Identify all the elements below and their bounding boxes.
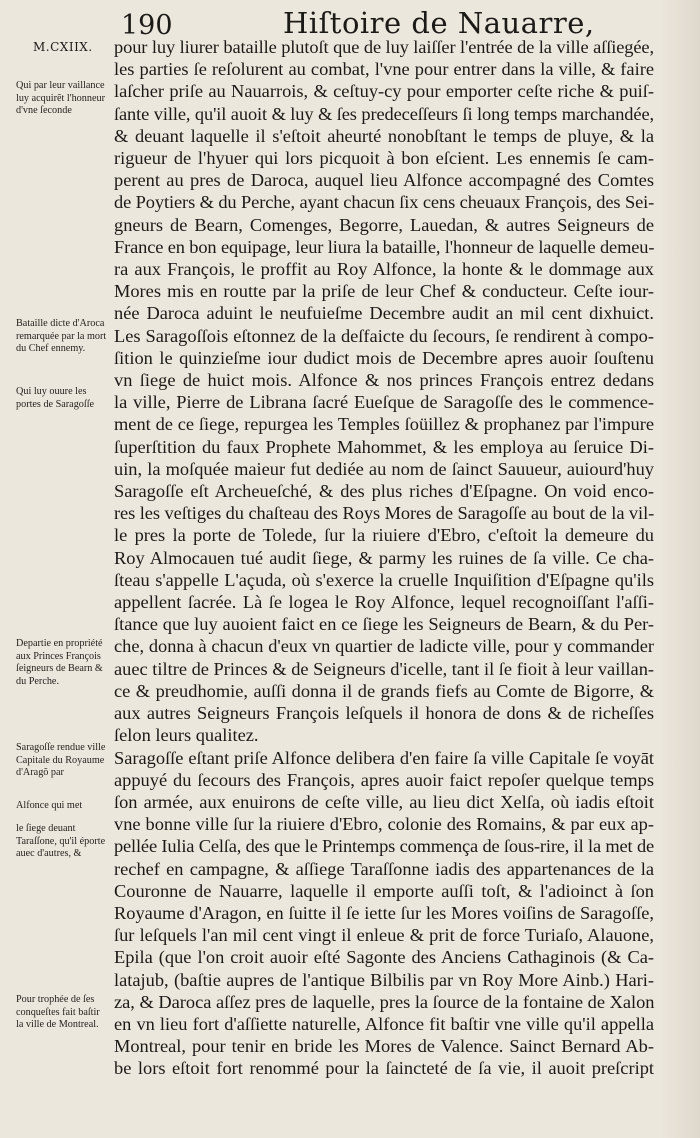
margin-note: Pour trophée de ſes conqueſtes fait baſtir la ville de Montreal.: [16, 994, 100, 1031]
body-line: ſur leſquels l'an mil cent vingt il enleue & prit de force Turiaſo, Alauone,: [114, 925, 654, 946]
body-line: ſtance que luy auoient faict en ce ſiege les Seigneurs de Bearn, & du Per-: [114, 614, 654, 635]
body-line: les parties ſe reſolurent au combat, l'vne pour entrer dans la ville, & faire: [114, 59, 654, 80]
body-line: Les Saragoſſois eſtonnez de la deſfaicte du ſecours, ſe rendirent à compo-: [114, 325, 654, 346]
body-line: ſition le quinzieſme iour dudict mois de Decembre apres auoir ſouſtenu: [114, 347, 654, 368]
body-line: perent au pres de Daroca, auquel lieu Alfonce accompagné des Comtes: [114, 170, 654, 191]
body-line: rechef en campagne, & aſſiege Taraſſonne iadis des appartenances de la: [114, 858, 654, 879]
page-number: 190: [121, 10, 173, 41]
body-line: za, & Daroca aſſez pres de laquelle, pres la ſource de la fontaine de Xalon: [114, 991, 655, 1012]
body-line: pellée Iulia Celſa, des que le Printemps commença de ſous-rire, il la met de: [114, 836, 654, 857]
body-line: ment de ce ſiege, repurgea les Temples ſoüillez & prophanez par l'impure: [114, 414, 654, 435]
body-line: be lors eſtoit fort renommé pour la ſaincteté de ſa vie, il auoit preſcript: [114, 1058, 654, 1079]
body-line: gneurs de Bearn, Comenges, Begorre, Lauedan, & autres Seigneurs de: [114, 214, 654, 235]
body-line: uin, la moſquée maieur fut dediée au nom de ſainct Sauueur, auiourd'huy: [114, 458, 654, 479]
body-line: & deuant laquelle il s'eſtoit aheurté nonobſtant le temps de pluye, & la: [114, 125, 654, 146]
body-line: Saragoſſe eſtant priſe Alfonce delibera d'en faire ſa ville Capitale ſe voyāt: [114, 747, 654, 768]
margin-note: Saragoſſe rendue ville Capitale du Royaume d'Aragõ par: [16, 742, 106, 779]
body-line: res les veſtiges du chaſteau des Roys Mores de Saragoſſe au bout de la vil-: [114, 503, 655, 524]
body-line: le pres la porte de Tolede, ſur la riuiere d'Ebro, c'eſtoit la demeure du: [114, 525, 654, 546]
body-line: ſon armée, aux enuirons de ceſte ville, au lieu dict Xelſa, où iadis eſtoit: [114, 791, 654, 812]
body-line: France en bon equipage, leur liura la bataille, l'honneur de laquelle demeu-: [114, 236, 655, 257]
body-line: ce & preudhomie, auſſi donna il de grands fiefs au Comte de Bigorre, &: [114, 680, 654, 701]
year-marker: M.CXIIX.: [33, 40, 93, 54]
body-line: appellent ſacrée. Là ſe logea le Roy Alfonce, lequel recognoiſſant l'aſſi-: [114, 592, 654, 613]
margin-note: Qui luy ouure les portes de Saragoſſe: [16, 386, 95, 410]
margin-note: Qui par leur vaillance luy acquirẽt l'honneur d'vne ſeconde: [16, 80, 105, 117]
body-line: ſuperſtition du faux Prophete Mahommet, & les employa au ſeruice Di-: [114, 436, 654, 457]
margin-note: le ſiege deuant Taraſſone, qu'il éporte auec d'autres, &: [16, 823, 106, 860]
body-line: aux autres Seigneurs François leſquels il honora de dons & de richeſſes: [114, 703, 654, 724]
body-line: laſcher priſe au Nauarrois, & ceſtuy-cy pour emporter ceſte riche & puiſ-: [114, 81, 654, 102]
body-line: ſante ville, qu'il auoit & luy & ſes predeceſſeurs ſi long temps marchandée,: [114, 103, 654, 124]
body-line: Royaume d'Aragon, en ſuitte il ſe iette ſur les Mores voiſins de Saragoſſe,: [114, 902, 654, 923]
body-line: pour luy liurer bataille plutoſt que de luy laiſſer l'entrée de la ville aſſiegée,: [114, 37, 654, 57]
body-line: vn ſiege de huict mois. Alfonce & nos princes François entrez dedans: [114, 370, 654, 391]
running-title: Hiſtoire de Nauarre,: [283, 6, 595, 40]
body-line: la ville, Pierre de Librana ſacré Eueſque de Saragoſſe des le commence-: [114, 392, 654, 413]
body-line: latajub, (baſtie aupres de l'antique Bilbilis par vn Roy More Ainb.) Hari-: [114, 969, 654, 990]
body-line: Roy Almocauen tué audit ſiege, & parmy les ruines de ſa ville. Ce cha-: [114, 547, 654, 568]
body-line: Montreal, pour tenir en bride les Mores de Valence. Sainct Bernard Ab-: [114, 1036, 654, 1057]
body-line: rigueur de l'hyuer qui lors picquoit à bon eſcient. Les ennemis ſe cam-: [114, 148, 654, 169]
body-line: Mores mis en routte par la priſe de leur Chef & conducteur. Ceſte iour-: [114, 281, 654, 302]
margin-note: Bataille dicte d'Aroca remarquée par la mort du Chef ennemy.: [16, 318, 107, 355]
body-line: en vn lieu fort d'aſſiette naturelle, Alfonce fit baſtir vne ville qu'il appella: [114, 1013, 654, 1034]
body-line: née Daroca aduint le neufuieſme Decembre audit an mil cent dixhuict.: [114, 303, 654, 324]
margin-note: Alfonce qui met: [16, 800, 83, 811]
body-line: vne bonne ville ſur la riuiere d'Ebro, colonie des Romains, & par eux ap-: [114, 814, 654, 835]
body-line: Epila (que l'on croit auoir eſté Sagonte des Anciens Cathaginois (& Ca-: [114, 947, 654, 968]
body-line: ra aux François, le proffit au Roy Alfonce, la honte & le dommage aux: [114, 259, 654, 280]
body-line: ſteau s'appelle L'açuda, où s'exerce la cruelle Inquiſition d'Eſpagne qu'ils: [114, 569, 654, 590]
body-line: ſelon leurs qualitez.: [114, 725, 259, 746]
page-edge-shading: [660, 0, 700, 1138]
body-line: appuyé du ſecours des François, apres auoir faict repoſer quelque temps: [114, 769, 654, 790]
body-line: che, donna à chacun d'eux vn quartier de ladicte ville, pour y commander: [114, 636, 654, 657]
body-line: Couronne de Nauarre, laquelle il emporte auſſi toſt, & l'adioinct à ſon: [114, 880, 654, 901]
body-line: auec tiltre de Princes & de Seigneurs d'icelle, tant il ſe fioit à leur vaillan-: [114, 658, 655, 679]
margin-note: Departie en propriété aux Princes François ſeigneurs de Bearn & du Perche.: [16, 638, 103, 687]
body-text: [114, 36, 654, 1080]
body-line: Saragoſſe eſt Archeueſché, & des plus riches d'Eſpagne. On void enco-: [114, 481, 654, 502]
body-line: de Poytiers & du Perche, ayant chacun ſix cens cheuaux François, des Sei-: [114, 192, 655, 213]
